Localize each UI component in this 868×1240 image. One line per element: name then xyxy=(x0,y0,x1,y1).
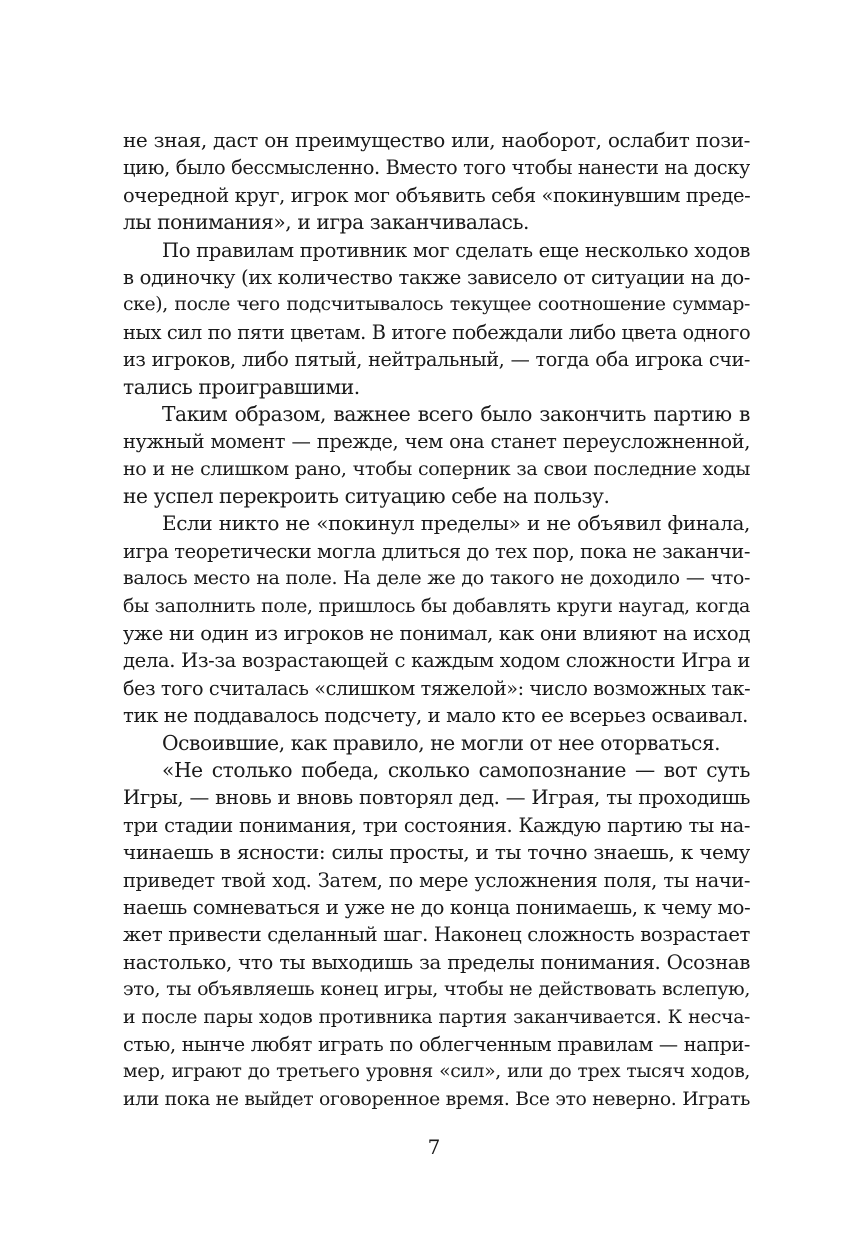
text-line: приведет твой ход. Затем, по мере усложнения поля, ты начи- xyxy=(123,868,750,892)
text-line: стью, нынче любят играть по облегченным правилам — напри- xyxy=(123,1032,750,1056)
text-line: но и не слишком рано, чтобы соперник за свои последние ходы xyxy=(123,457,750,480)
text-line: в одиночку (их количество также зависело от ситуации на до- xyxy=(123,265,750,289)
text-line: лы понимания», и игра заканчивалась. xyxy=(123,210,530,235)
text-line: нужный момент — прежде, чем она станет переусложненной, xyxy=(123,430,750,454)
text-line: не успел перекроить ситуацию себе на пользу. xyxy=(123,484,610,509)
text-line: ных сил по пяти цветам. В итоге побеждали либо цвета одного xyxy=(123,320,750,344)
text-line: ске), после чего подсчитывалось текущее соотношение суммар- xyxy=(123,294,750,316)
text-line: Если никто не «покинул пределы» и не объявил финала, xyxy=(162,511,750,536)
text-line: бы заполнить поле, пришлось бы добавлять круги наугад, когда xyxy=(123,594,750,617)
text-line: тик не поддавалось подсчету, и мало кто ее всерьез осваивал. xyxy=(123,704,748,728)
text-line: мер, играют до третьего уровня «сил», или до трех тысяч ходов, xyxy=(123,1061,750,1083)
text-line: Игры, — вновь и вновь повторял дед. — Играя, ты проходишь xyxy=(123,786,750,810)
text-line: это, ты объявляешь конец игры, чтобы не действовать вслепую, xyxy=(123,978,750,1001)
text-line: тались проигравшими. xyxy=(123,374,360,399)
text-line: По правилам противник мог сделать еще несколько ходов xyxy=(162,238,750,262)
text-line: и после пары ходов противника партия заканчивается. К несча- xyxy=(123,1006,750,1028)
text-line: очередной круг, игрок мог объявить себя «покинувшим преде- xyxy=(123,183,750,207)
text-line: игра теоретически могла длиться до тех пор, пока не заканчи- xyxy=(123,539,750,563)
text-line: Таким образом, важнее всего было закончить партию в xyxy=(162,401,750,426)
text-line: цию, было бессмысленно. Вместо того чтобы нанести на доску xyxy=(123,156,750,180)
text-line: настолько, что ты выходишь за пределы понимания. Осознав xyxy=(123,950,750,974)
body-text xyxy=(123,127,750,1113)
text-line: жет привести сделанный шаг. Наконец сложность возрастает xyxy=(123,923,750,947)
text-line: три стадии понимания, три состояния. Каждую партию ты на- xyxy=(123,813,750,837)
page-number: 7 xyxy=(427,1135,441,1159)
text-line: или пока не выйдет оговоренное время. Все это неверно. Играть xyxy=(123,1088,750,1110)
text-line: уже ни один из игроков не понимал, как они влияют на исход xyxy=(123,622,750,646)
text-line: Освоившие, как правило, не могли от нее оторваться. xyxy=(162,730,721,755)
text-line: не зная, даст он преимущество или, наоборот, ослабит пози- xyxy=(123,128,750,152)
text-line: наешь сомневаться и уже не до конца понимаешь, к чему мо- xyxy=(123,895,750,919)
text-line: из игроков, либо пятый, нейтральный, — тогда оба игрока счи- xyxy=(123,348,750,372)
text-line: валось место на поле. На деле же до такого не доходило — что- xyxy=(123,567,750,590)
text-line: чинаешь в ясности: силы просты, и ты точно знаешь, к чему xyxy=(123,840,750,865)
text-line: «Не столько победа, сколько самопознание — вот суть xyxy=(162,757,750,782)
text-line: без того считалась «слишком тяжелой»: число возможных так- xyxy=(123,676,750,700)
text-line: дела. Из-за возрастающей с каждым ходом сложности Игра и xyxy=(123,649,750,673)
